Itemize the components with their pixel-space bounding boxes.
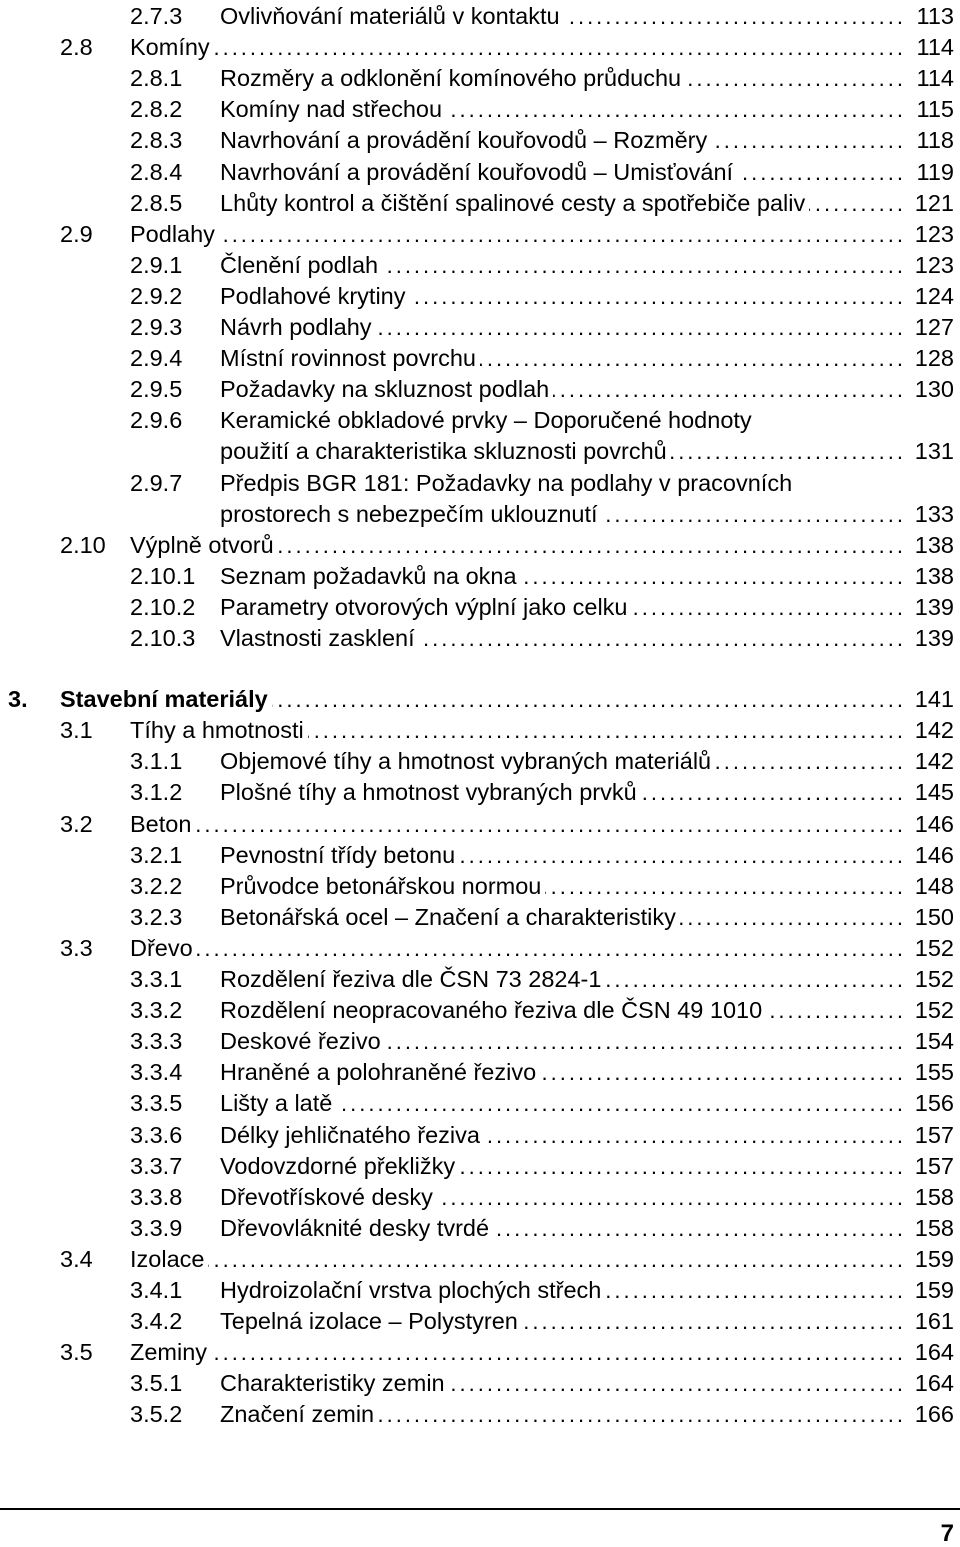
toc-entry-title: Plošné tíhy a hmotnost vybraných prvků (220, 779, 637, 806)
toc-entry-page: 114 (916, 34, 954, 61)
dot-leader (211, 1337, 906, 1368)
toc-entry-title: Deskové řezivo (220, 1028, 381, 1055)
toc-entry-page: 139 (914, 625, 954, 651)
toc-entry-page: 166 (914, 1401, 954, 1428)
toc-entry-title: Lhůty kontrol a čištění spalinové cesty a spotřebiče paliv (220, 189, 806, 216)
toc-entry[interactable] (0, 964, 960, 995)
toc-entry-page: 152 (914, 966, 954, 992)
toc-entry-page: 146 (914, 810, 954, 837)
toc-entry-title: Dřevovláknité desky tvrdé (220, 1214, 490, 1241)
toc-entry-page: 156 (914, 1090, 954, 1117)
toc-entry-body (220, 1213, 906, 1244)
toc-entry[interactable] (0, 530, 960, 561)
dot-leader (385, 1026, 906, 1057)
toc-entry-title: Podlahy (130, 220, 215, 247)
toc-entry-title: Komíny (130, 34, 210, 61)
toc-entry-page: 159 (914, 1277, 954, 1303)
toc-entry-number: 3.1.1 (130, 748, 183, 775)
toc-entry[interactable] (0, 1399, 960, 1430)
toc-entry[interactable] (0, 63, 960, 94)
toc-entry-title-continued: prostorech s nebezpečím uklouznutí (220, 500, 598, 527)
toc-entry-page: 145 (914, 779, 954, 806)
toc-entry-title: Betonářská ocel – Značení a charakteristiky (220, 903, 676, 930)
toc-entry-body (220, 592, 906, 623)
toc-entry-page: 157 (914, 1121, 954, 1148)
toc-entry-number: 2.10 (60, 531, 106, 558)
toc-entry-number: 2.9.1 (130, 251, 183, 278)
dot-leader (766, 995, 906, 1026)
toc-entry-continuation[interactable] (0, 436, 960, 467)
toc-entry-number: 2.7.3 (130, 3, 183, 29)
toc-entry-number: 2.8.2 (130, 96, 183, 123)
toc-entry-body (130, 933, 906, 964)
toc-entry-page: 115 (916, 96, 954, 123)
toc-entry-title: Seznam požadavků na okna (220, 562, 517, 589)
toc-entry-page: 158 (914, 1183, 954, 1210)
toc-entry[interactable] (0, 1306, 960, 1337)
toc-entry-title: Předpis BGR 181: Požadavky na podlahy v pracovních (220, 469, 793, 496)
dot-leader (336, 1088, 906, 1119)
toc-entry-title: Výplně otvorů (130, 531, 274, 558)
dot-leader (605, 1275, 906, 1306)
dot-leader (602, 499, 906, 530)
toc-entry-page: 159 (914, 1245, 954, 1272)
toc-entry-number: 2.10.2 (130, 593, 196, 620)
toc-entry[interactable] (0, 1337, 960, 1368)
toc-entry-title: Místní rovinnost povrchu (220, 345, 476, 372)
dot-leader (459, 840, 906, 871)
toc-entry[interactable] (0, 312, 960, 343)
toc-entry-number: 3.2 (60, 810, 93, 837)
toc-entry[interactable] (0, 1368, 960, 1399)
toc-entry-title: Zeminy (130, 1339, 208, 1366)
toc-entry-title: Tepelná izolace – Polystyren (220, 1308, 518, 1335)
toc-entry-number: 3.3.3 (130, 1028, 183, 1055)
toc-entry-body (220, 125, 906, 156)
toc-entry-page: 113 (916, 3, 954, 29)
toc-entry-number: 3.2.1 (130, 841, 183, 868)
dot-leader (685, 63, 906, 94)
toc-entry-body (220, 188, 906, 219)
toc-entry-title: Členění podlah (220, 251, 379, 278)
toc-entry-body (220, 94, 906, 125)
toc-entry[interactable] (0, 995, 960, 1026)
toc-entry-title: Keramické obkladové prvky – Doporučené hodnoty (220, 407, 752, 434)
toc-entry-title: Charakteristiky zemin (220, 1370, 445, 1397)
toc-entry-title: Délky jehličnatého řeziva (220, 1121, 480, 1148)
toc-entry-body (220, 902, 906, 933)
toc-entry-number: 3.2.2 (130, 872, 183, 899)
toc-entry-page: 154 (914, 1028, 954, 1055)
toc-entry-page: 155 (914, 1059, 954, 1086)
toc-entry[interactable] (0, 777, 960, 808)
toc-entry-page: 164 (914, 1339, 954, 1366)
dot-leader (382, 250, 906, 281)
toc-entry-page: 130 (914, 376, 954, 403)
toc-entry-page: 123 (914, 251, 954, 278)
toc-entry-page: 127 (914, 314, 954, 340)
toc-entry-page: 142 (914, 717, 954, 744)
toc-entry-body (130, 219, 906, 250)
toc-entry-body (130, 530, 906, 561)
dot-leader (484, 1120, 906, 1151)
dot-leader (208, 1244, 906, 1275)
toc-entry-body (220, 157, 906, 188)
dot-leader (219, 219, 906, 250)
toc-entry-title: Hydroizolační vrstva plochých střech (220, 1277, 602, 1303)
toc-entry[interactable] (0, 1057, 960, 1088)
toc-entry-page: 146 (914, 841, 954, 868)
dot-leader (711, 125, 906, 156)
toc-entry[interactable] (0, 871, 960, 902)
footer-rule (0, 1508, 960, 1510)
toc-entry-number: 2.9 (60, 220, 93, 247)
toc-entry-body (220, 995, 906, 1026)
toc-entry[interactable] (0, 281, 960, 312)
toc-entry-page: 161 (914, 1308, 954, 1335)
toc-entry[interactable] (0, 561, 960, 592)
toc-entry-page: 133 (914, 500, 954, 527)
toc-entry-title: Stavební materiály (60, 686, 268, 713)
dot-leader (459, 1151, 906, 1182)
toc-entry-body (130, 809, 906, 840)
toc-entry[interactable] (0, 157, 960, 188)
toc-entry[interactable] (0, 623, 960, 654)
toc-entry-body (220, 1026, 906, 1057)
toc-entry-number: 2.10.1 (130, 562, 196, 589)
toc-entry[interactable] (0, 405, 960, 436)
dot-leader (564, 1, 906, 32)
toc-chapter[interactable] (0, 684, 960, 715)
toc-entry-body (220, 312, 906, 343)
dot-leader (671, 436, 906, 467)
toc-entry-body (220, 250, 906, 281)
toc-entry-title: Požadavky na skluznost podlah (220, 376, 550, 403)
toc-entry-body (220, 1368, 906, 1399)
toc-entry-page: 138 (914, 531, 954, 558)
toc-entry-number: 3.3 (60, 934, 93, 961)
dot-leader (715, 746, 906, 777)
toc-entry-title: Lišty a latě (220, 1090, 333, 1117)
toc-entry-page: 118 (916, 127, 954, 154)
toc-entry-body (220, 871, 906, 902)
toc-entry[interactable] (0, 1151, 960, 1182)
toc-entry-number: 3.3.8 (130, 1183, 183, 1210)
toc-entry-continuation[interactable] (0, 499, 960, 530)
toc-entry-number: 3.4.2 (130, 1308, 183, 1335)
toc-entry-number: 3.3.2 (130, 997, 183, 1024)
toc-entry-number: 3.5.1 (130, 1370, 183, 1397)
toc-entry[interactable] (0, 94, 960, 125)
toc-entry-body (220, 436, 906, 467)
toc-entry-number: 3.3.7 (130, 1152, 183, 1179)
toc-entry-title: Dřevotřískové desky (220, 1183, 433, 1210)
toc-entry[interactable] (0, 1120, 960, 1151)
toc-entry[interactable] (0, 1244, 960, 1275)
dot-leader (195, 809, 906, 840)
toc-entry-body (220, 1, 906, 32)
toc-entry-title: Beton (130, 810, 192, 837)
toc-entry-page: 152 (914, 934, 954, 961)
toc-entry-number: 3.3.9 (130, 1214, 183, 1241)
toc-entry-body (130, 715, 906, 746)
toc-entry-page: 139 (914, 593, 954, 620)
toc-entry-body (130, 32, 906, 63)
toc-entry-title: Navrhování a provádění kouřovodů – Rozměry (220, 127, 708, 154)
toc-entry-page: 138 (914, 562, 954, 589)
toc-entry[interactable] (0, 1213, 960, 1244)
toc-entry-page: 124 (914, 282, 954, 309)
toc-entry-body (60, 684, 906, 715)
toc-entry-title-continued: použití a charakteristika skluznosti povrchů (220, 438, 667, 465)
toc-entry-body (220, 1306, 906, 1337)
toc-entry-page: 119 (916, 158, 954, 185)
toc-entry-body (220, 777, 906, 808)
toc-entry-title: Izolace (130, 1245, 205, 1272)
dot-leader (553, 374, 906, 405)
toc-entry-title: Vodovzdorné překližky (220, 1152, 456, 1179)
toc-entry-page: 123 (914, 220, 954, 247)
toc-entry-body (220, 1120, 906, 1151)
toc-entry-number: 3.1 (60, 717, 93, 744)
toc-entry-page: 148 (914, 872, 954, 899)
toc-entry-number: 2.9.6 (130, 407, 183, 434)
toc-entry-page: 114 (916, 65, 954, 92)
toc-entry-title: Rozdělení neopracovaného řeziva dle ČSN 49 1010 (220, 997, 763, 1024)
toc-entry[interactable] (0, 902, 960, 933)
toc-entry-body (220, 343, 906, 374)
dot-leader (197, 933, 906, 964)
toc-entry-page: 164 (914, 1370, 954, 1397)
toc-entry-title: Podlahové krytiny (220, 282, 406, 309)
toc-entry-title: Navrhování a provádění kouřovodů – Umisťování (220, 158, 734, 185)
toc-entry-title: Tíhy a hmotnosti (130, 717, 304, 744)
toc-entry[interactable] (0, 32, 960, 63)
toc-entry-title: Návrh podlahy (220, 314, 372, 340)
toc-entry-number: 3.4 (60, 1245, 93, 1272)
toc-entry[interactable] (0, 1275, 960, 1306)
toc-entry-number: 2.8 (60, 34, 93, 61)
toc-entry-body (220, 1151, 906, 1182)
toc-entry-number: 3.3.4 (130, 1059, 183, 1086)
toc-entry-title: Komíny nad střechou (220, 96, 443, 123)
toc-entry[interactable] (0, 468, 960, 499)
toc-entry-number: 2.10.3 (130, 625, 196, 651)
toc-entry-number: 2.9.5 (130, 376, 183, 403)
toc-entry-title: Ovlivňování materiálů v kontaktu (220, 3, 560, 29)
toc-entry-number: 3.3.5 (130, 1090, 183, 1117)
toc-entry-page: 150 (914, 903, 954, 930)
toc-entry-number: 3.4.1 (130, 1277, 183, 1303)
dot-leader (446, 94, 906, 125)
toc-entry[interactable] (0, 809, 960, 840)
toc-entry-page: 158 (914, 1214, 954, 1241)
dot-leader (809, 188, 906, 219)
toc-entry-body (220, 1057, 906, 1088)
toc-entry[interactable] (0, 933, 960, 964)
toc-entry-title: Pevnostní třídy betonu (220, 841, 456, 868)
dot-leader (437, 1182, 906, 1213)
toc-entry[interactable] (0, 746, 960, 777)
toc-entry-number: 3.3.6 (130, 1121, 183, 1148)
toc-entry-page: 152 (914, 997, 954, 1024)
toc-entry[interactable] (0, 374, 960, 405)
toc-entry-title: Vlastnosti zasklení (220, 625, 415, 651)
dot-leader (449, 1368, 906, 1399)
dot-leader (522, 1306, 906, 1337)
toc-entry-number: 2.9.7 (130, 469, 183, 496)
toc-entry[interactable] (0, 219, 960, 250)
toc-entry-body (130, 1337, 906, 1368)
dot-leader (540, 1057, 906, 1088)
toc-entry-body (220, 840, 906, 871)
toc-entry[interactable] (0, 125, 960, 156)
toc-entry-number: 3.5 (60, 1339, 93, 1366)
toc-entry-number: 2.8.1 (130, 65, 183, 92)
toc-entry-number: 2.9.2 (130, 282, 183, 309)
toc-entry-page: 142 (914, 748, 954, 775)
toc-entry-page: 157 (914, 1152, 954, 1179)
toc-entry-page: 131 (914, 438, 954, 465)
toc-entry[interactable] (0, 343, 960, 374)
toc-entry-title: Objemové tíhy a hmotnost vybraných materiálů (220, 748, 712, 775)
toc-entry-number: 2.8.5 (130, 189, 183, 216)
toc-entry-body (220, 374, 906, 405)
toc-entry-body (220, 1275, 906, 1306)
toc-entry-title: Dřevo (130, 934, 193, 961)
toc-entry-number: 3. (8, 686, 28, 713)
dot-leader (278, 530, 906, 561)
toc-entry-number: 2.8.3 (130, 127, 183, 154)
dot-leader (493, 1213, 906, 1244)
dot-leader (521, 561, 906, 592)
toc-entry[interactable] (0, 1026, 960, 1057)
toc-entry-number: 3.5.2 (130, 1401, 183, 1428)
toc-entry-body (220, 623, 906, 654)
toc-entry-body (220, 746, 906, 777)
toc-entry-title: Parametry otvorových výplní jako celku (220, 593, 628, 620)
toc-entry-body (220, 1182, 906, 1213)
dot-leader (605, 964, 906, 995)
toc-entry-body (220, 1088, 906, 1119)
toc-entry-page: 141 (914, 686, 954, 713)
toc-entry-title: Rozměry a odklonění komínového průduchu (220, 65, 682, 92)
toc-entry-number: 2.8.4 (130, 158, 183, 185)
toc-entry-body (220, 561, 906, 592)
toc-entry-body (220, 499, 906, 530)
toc-entry[interactable] (0, 715, 960, 746)
toc-entry-number: 2.9.3 (130, 314, 183, 340)
toc-entry[interactable] (0, 188, 960, 219)
footer-page-number: 7 (940, 1520, 954, 1547)
toc-entry-title: Hraněné a polohraněné řezivo (220, 1059, 537, 1086)
dot-leader (272, 684, 906, 715)
dot-leader (480, 343, 906, 374)
toc-entry[interactable] (0, 592, 960, 623)
toc-entry-body (130, 1244, 906, 1275)
dot-leader (376, 312, 906, 343)
toc-entry-number: 2.9.4 (130, 345, 183, 372)
dot-leader (214, 32, 906, 63)
toc-entry-number: 3.1.2 (130, 779, 183, 806)
toc-entry-page: 121 (914, 189, 954, 216)
dot-leader (410, 281, 907, 312)
toc-entry[interactable] (0, 250, 960, 281)
toc-entry-title: Rozdělení řeziva dle ČSN 73 2824-1 (220, 966, 602, 992)
toc-entry-title: Značení zemin (220, 1401, 375, 1428)
toc-entry[interactable] (0, 1088, 960, 1119)
toc-entry-body (220, 281, 906, 312)
toc-entry-page: 128 (914, 345, 954, 372)
dot-leader (641, 777, 906, 808)
toc-entry-body (220, 964, 906, 995)
dot-leader (737, 157, 906, 188)
toc-entry[interactable] (0, 1182, 960, 1213)
toc-entry-body (220, 63, 906, 94)
dot-leader (680, 902, 906, 933)
dot-leader (419, 623, 906, 654)
dot-leader (378, 1399, 906, 1430)
toc-entry-number: 3.2.3 (130, 903, 183, 930)
toc-entry-title: Průvodce betonářskou normou (220, 872, 542, 899)
dot-leader (632, 592, 907, 623)
toc-entry[interactable] (0, 1, 960, 32)
dot-leader (308, 715, 906, 746)
dot-leader (545, 871, 906, 902)
toc-entry-body (220, 1399, 906, 1430)
toc-entry[interactable] (0, 840, 960, 871)
toc-entry-number: 3.3.1 (130, 966, 183, 992)
